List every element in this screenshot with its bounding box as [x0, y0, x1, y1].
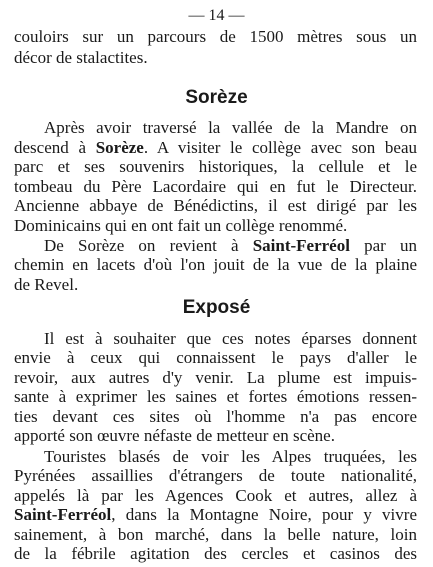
soreze-p1-line-5: Ancienne abbaye de Bénédictins, il est dirigé par les	[14, 196, 417, 216]
soreze-p1-line-2	[14, 137, 417, 158]
expose-p1-line-2: envie à ceux qui connaissent le pays d'aller le	[14, 348, 417, 368]
place-name-saint-ferreol: Saint-Ferréol	[252, 235, 350, 255]
soreze-p1-line-2-post: . A visiter le collège avec son beau	[143, 137, 417, 157]
expose-p2-line-2: Pyrénées assaillies d'étrangers de toute nationalité,	[14, 466, 417, 486]
section-heading-expose: Exposé	[182, 296, 251, 318]
soreze-p1-line-1: Après avoir traversé la vallée de la Mandre on	[44, 118, 417, 138]
expose-p2-line-1: Touristes blasés de voir les Alpes truquées, les	[44, 446, 417, 466]
intro-line-1: couloirs sur un parcours de 1500 mètres sous un	[14, 27, 417, 47]
soreze-p2-line-1	[44, 235, 417, 256]
place-name-soreze: Sorèze	[95, 137, 144, 157]
soreze-p2-line-3: de Revel.	[14, 274, 79, 294]
expose-p1-line-5: ties devant ces sites où l'homme n'a pas encore	[14, 406, 417, 426]
expose-p2-line-3: appelés là par les Agences Cook et autres, allez à	[14, 485, 417, 505]
expose-p1-line-4: sante à exprimer les saines et fortes émotions ressen-	[14, 387, 417, 407]
section-heading-soreze: Sorèze	[185, 86, 248, 108]
expose-p1-line-3: revoir, aux autres d'y venir. La plume est impuis-	[14, 367, 417, 387]
intro-line-2: décor de stalactites.	[14, 47, 148, 67]
soreze-p2-line-1-pre: De Sorèze on revient à	[44, 235, 253, 255]
expose-p1-line-1: Il est à souhaiter que ces notes éparses donnent	[44, 328, 417, 348]
soreze-p2-line-2: chemin en lacets d'où l'on jouit de la vue de la plaine	[14, 255, 417, 275]
soreze-p1-line-2-pre: descend à	[14, 137, 96, 157]
soreze-p1-line-6: Dominicains qui en ont fait un collège renommé.	[14, 215, 348, 235]
soreze-p1-line-4: tombeau du Père Lacordaire qui en fut le Directeur.	[14, 176, 417, 196]
soreze-p2-line-1-post: par un	[349, 235, 417, 255]
expose-p2-line-4-post: , dans la Montagne Noire, pour y vivre	[111, 505, 417, 525]
expose-p1-line-6: apporté son œuvre néfaste de metteur en scène.	[14, 426, 335, 446]
place-name-saint-ferreol-2: Saint-Ferréol	[14, 505, 112, 525]
page-number: — 14 —	[188, 6, 245, 24]
expose-p2-line-4	[14, 504, 417, 525]
expose-p2-line-6: de la fébrile agitation des cercles et casinos des	[14, 544, 417, 564]
expose-p2-line-5: sainement, à bon marché, dans la belle nature, loin	[14, 524, 417, 544]
soreze-p1-line-3: parc et ses souvenirs historiques, la cellule et le	[14, 157, 417, 177]
